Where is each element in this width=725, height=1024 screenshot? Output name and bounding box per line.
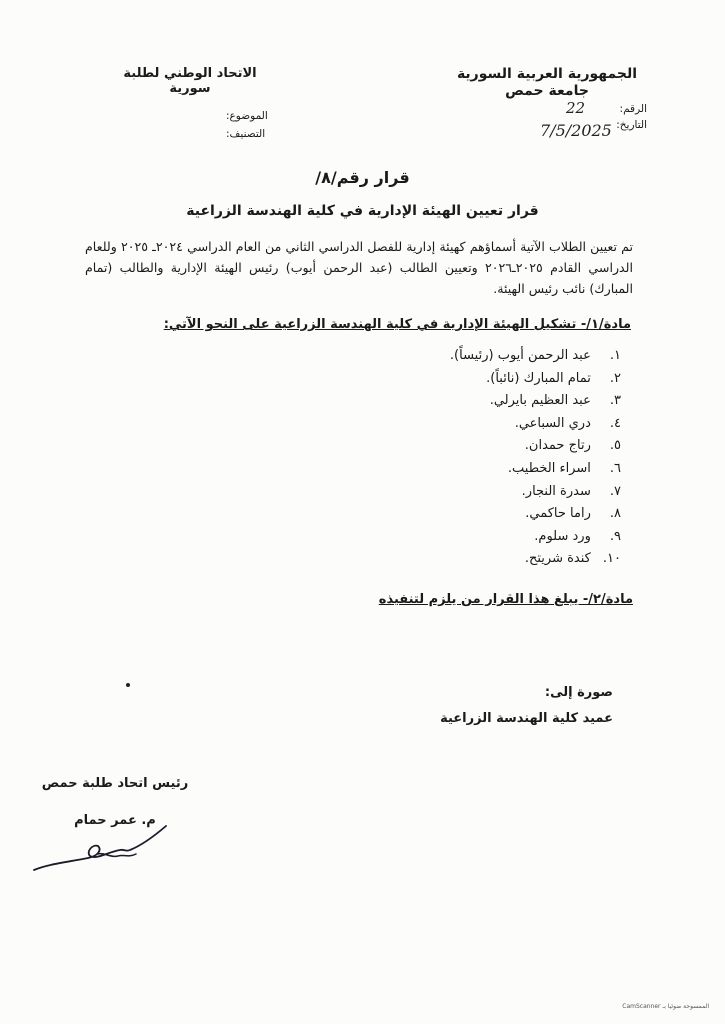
list-item: [450, 345, 621, 368]
subject-label: الموضوع:: [226, 110, 268, 122]
list-item-name: راما حاكمي.: [525, 506, 591, 522]
list-item: [450, 548, 621, 571]
date-value: 7/5/2025: [540, 121, 612, 140]
article-1: مادة/١/- تشكيل الهيئة الإدارية في كلية الهندسة الزراعية على النحو الآتي:: [163, 317, 631, 332]
decision-paragraph: تم تعيين الطلاب الآتية أسماؤهم كهيئة إدارية للفصل الدراسي الثاني من العام الدراسي ٢٠٢٤ـ ٢٠٢٥ وللعام الدراسي القادم ٢٠٢٥ـ٢٠٢٦ وتعيين الطالب (عبد الرحمن أيوب) رئيس الهيئة الإدارية والطالب (تمام المبارك) نائب رئيس الهيئة.: [85, 239, 633, 296]
decision-title: قرار تعيين الهيئة الإدارية في كلية الهندسة الزراعية: [186, 203, 539, 219]
list-item-name: دري السباعي.: [514, 415, 591, 431]
list-item: [450, 435, 621, 458]
list-item: [450, 413, 621, 436]
copy-to-block: [440, 680, 613, 732]
ink-dot: [126, 683, 130, 687]
union-name: الاتحاد الوطني لطلبة سورية: [123, 66, 257, 96]
handwritten-signature: [28, 822, 178, 882]
list-item-name: ورد سلوم.: [534, 528, 591, 544]
list-item-name: تمام المبارك (نائباً).: [486, 370, 591, 386]
article-2: مادة/٢/- يبلغ هذا القرار من يلزم لتنفيذه: [378, 592, 633, 607]
list-item: [450, 368, 621, 391]
list-item-number: ٣.: [609, 393, 621, 409]
list-item-number: ٨.: [609, 506, 621, 522]
scanner-watermark: CamScanner الممسوحة ضوئيا بـ: [622, 1003, 709, 1010]
list-item: [450, 458, 621, 481]
members-list: [450, 345, 621, 571]
date-label: التاريخ:: [616, 119, 647, 131]
country-name: الجمهورية العربية السورية: [456, 66, 638, 82]
signatory-title: رئيس اتحاد طلبة حمص: [41, 776, 189, 791]
decision-number: قرار رقم/٨/: [315, 168, 410, 187]
list-item-number: ٢.: [609, 370, 621, 386]
list-item-name: عبد العظيم بايرلي.: [489, 393, 591, 409]
list-item-name: اسراء الخطيب.: [507, 460, 591, 476]
list-item: [450, 390, 621, 413]
list-item-name: عبد الرحمن أيوب (رئيساً).: [449, 348, 591, 363]
list-item-number: ١.: [609, 348, 621, 363]
list-item: [450, 481, 621, 504]
classification-label: التصنيف:: [226, 128, 266, 140]
list-item-number: ٦.: [609, 460, 621, 476]
list-item-name: كندة شريتح.: [524, 551, 591, 567]
list-item-name: رتاج حمدان.: [524, 438, 591, 454]
list-item-number: ٥.: [609, 438, 621, 454]
university-name: جامعة حمص: [505, 83, 589, 99]
list-item: [450, 503, 621, 526]
list-item-number: ١٠.: [602, 551, 621, 567]
copy-to-label: صورة إلى:: [544, 685, 613, 700]
list-item-number: ٤.: [609, 415, 621, 431]
copy-to-recipient: عميد كلية الهندسة الزراعية: [440, 711, 613, 726]
signatory-name: م. عمر حمام: [74, 813, 156, 828]
list-item-number: ٧.: [609, 483, 621, 499]
header-right-block: [447, 66, 647, 100]
number-label: الرقم:: [619, 103, 647, 115]
list-item: [450, 526, 621, 549]
list-item-name: سدرة النجار.: [521, 483, 591, 499]
number-value: 22: [566, 99, 586, 117]
list-item-number: ٩.: [609, 528, 621, 544]
